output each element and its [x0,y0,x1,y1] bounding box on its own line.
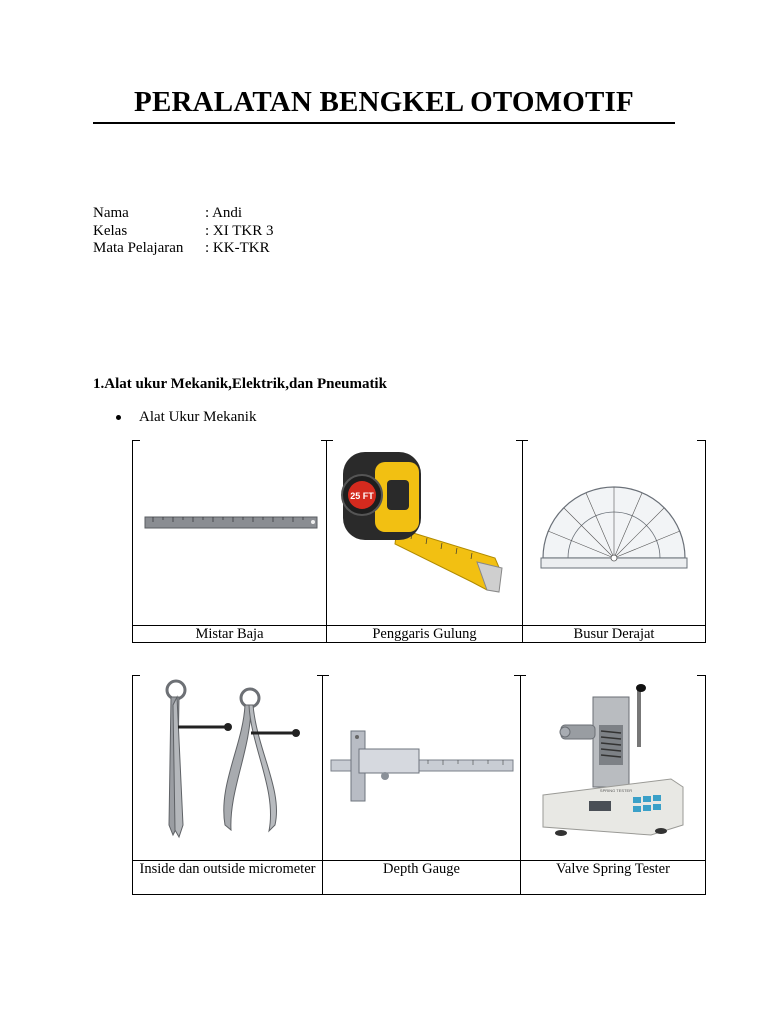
tool-image-cell [523,440,706,626]
info-label: Mata Pelajaran [93,240,184,256]
tape-measure-image [327,440,522,625]
cell-corner-mark [514,675,526,676]
calipers-image [133,675,322,860]
tool-caption: Inside dan outside micrometer [133,861,323,895]
tester-label-text: SPRING TESTER [599,788,633,793]
tool-caption: Mistar Baja [133,626,327,643]
section-heading: 1.Alat ukur Mekanik,Elektrik,dan Pneumatik [93,376,387,392]
cell-corner-mark [516,440,528,441]
title-underline [93,122,675,124]
tool-caption: Valve Spring Tester [521,861,706,895]
steel-ruler-image [133,440,326,625]
bullet-text: Alat Ukur Mekanik [139,409,257,425]
bullet-item [116,409,256,426]
info-row-nama [93,205,273,223]
cell-corner-mark [321,440,333,441]
info-label: Kelas [93,222,128,239]
cell-corner-mark [697,675,705,676]
tool-image-cell [327,440,523,626]
info-value: : KK-TKR [205,240,270,256]
cell-corner-mark [317,675,329,676]
valve-spring-tester-image [521,675,705,860]
tool-caption: Depth Gauge [323,861,521,895]
info-row-mata-pelajaran [93,240,273,258]
info-value: : XI TKR 3 [205,222,274,239]
tool-image-cell [133,675,323,861]
cell-corner-mark [697,440,705,441]
tool-image-cell [521,675,706,861]
tool-image-cell [133,440,327,626]
cell-corner-mark [132,440,140,441]
tool-caption: Penggaris Gulung [327,626,523,643]
tools-table-1 [132,440,706,643]
protractor-image [523,440,705,625]
student-info [93,205,273,258]
tool-image-cell [323,675,521,861]
tape-badge-text: 25 FT [350,491,374,501]
info-label: Nama [93,205,129,221]
tool-caption: Busur Derajat [523,626,706,643]
info-value: : Andi [205,205,243,221]
info-row-kelas [93,223,273,241]
depth-gauge-image [323,675,520,860]
cell-corner-mark [132,675,140,676]
document-title: PERALATAN BENGKEL OTOMOTIF [134,86,634,118]
bullet-icon [116,415,121,420]
tools-table-2 [132,675,706,895]
